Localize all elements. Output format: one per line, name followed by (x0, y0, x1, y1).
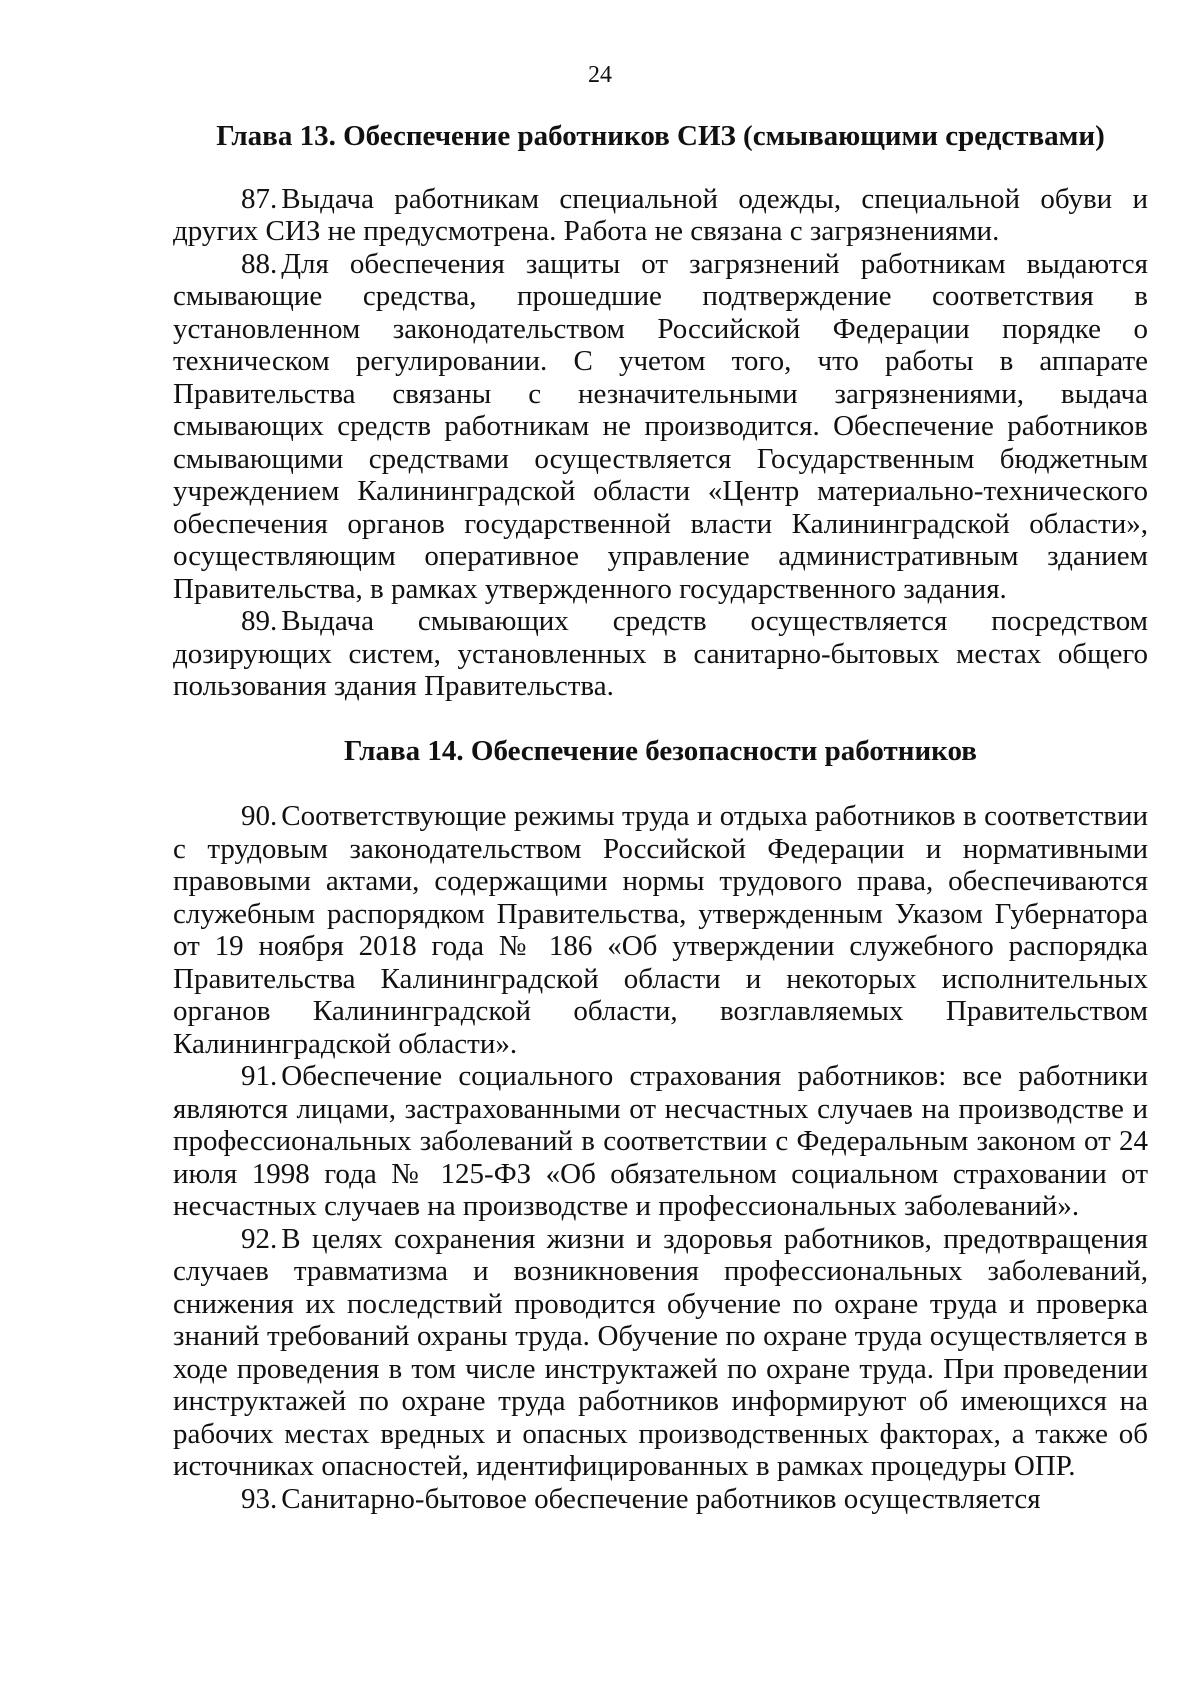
paragraph-text: Обеспечение социального страхования работников: все работники являются лицами, застрахованными от несчастных случаев на производстве и профессиональных заболеваний в соответствии с Федеральным законом от 24 июля 1998 года № 125-ФЗ «Об обязательном социальном страховании от несчастных случаев на производстве и профессиональных заболеваний». (173, 1060, 1148, 1222)
paragraph-text: Соответствующие режимы труда и отдыха работников в соответствии с трудовым законодательством Российской Федерации и нормативными правовыми актами, содержащими нормы трудового права, обеспечиваются служебным распорядком Правительства, утвержденным Указом Губернатора от 19 ноября 2018 года № 186 «Об утверждении служебного распорядка Правительства Калининградской области и некоторых исполнительных органов Калининградской области, возглавляемых Правительством Калининградской области». (173, 800, 1148, 1060)
paragraph-number: 93. (241, 1482, 278, 1515)
paragraph-text: Выдача работникам специальной одежды, специальной обуви и других СИЗ не предусмотрена. Работа не связана с загрязнениями. (173, 182, 1148, 247)
paragraph-number: 92. (241, 1222, 278, 1255)
paragraph-text: Для обеспечения защиты от загрязнений работникам выдаются смывающие средства, прошедшие подтверждение соответствия в установленном законодательством Российской Федерации порядке о техническом регулировании. С учетом того, что работы в аппарате Правительства связаны с незначительными загрязнениями, выдача смывающих средств работникам не производится. Обеспечение работников смывающими средствами осуществляется Государственным бюджетным учреждением Калининградской области «Центр материально-технического обеспечения органов государственной власти Калининградской области», осуществляющим оперативное управление административным зданием Правительства, в рамках утвержденного государственного задания. (173, 247, 1148, 605)
paragraph-87 (173, 183, 1148, 248)
paragraph-text: Выдача смывающих средств осуществляется посредством дозирующих систем, установленных в санитарно-бытовых местах общего пользования здания Правительства. (173, 605, 1148, 702)
paragraph-number: 90. (241, 800, 278, 832)
paragraph-number: 91. (241, 1060, 278, 1092)
paragraph-92 (173, 1223, 1148, 1483)
paragraph-text: Санитарно-бытовое обеспечение работников осуществляется (281, 1482, 1041, 1515)
paragraph-88 (173, 248, 1148, 606)
paragraph-89 (173, 605, 1148, 703)
paragraph-number: 87. (241, 182, 278, 215)
paragraph-90 (173, 800, 1148, 1060)
paragraph-91 (173, 1060, 1148, 1223)
chapter-13-title: Глава 13. Обеспечение работников СИЗ (смывающими средствами) (216, 120, 1105, 152)
document-body (173, 120, 1148, 1515)
paragraph-93 (173, 1483, 1148, 1516)
paragraph-number: 88. (241, 247, 278, 280)
page-number: 24 (588, 62, 612, 88)
paragraph-number: 89. (241, 605, 278, 637)
chapter-14-title: Глава 14. Обеспечение безопасности работников (344, 734, 977, 767)
paragraph-text: В целях сохранения жизни и здоровья работников, предотвращения случаев травматизма и возникновения профессиональных заболеваний, снижения их последствий проводится обучение по охране труда и проверка знаний требований охраны труда. Обучение по охране труда осуществляется в ходе проведения в том числе инструктажей по охране труда. При проведении инструктажей по охране труда работников информируют об имеющихся на рабочих местах вредных и опасных производственных факторах, а также об источниках опасностей, идентифицированных в рамках процедуры ОПР. (173, 1222, 1148, 1482)
